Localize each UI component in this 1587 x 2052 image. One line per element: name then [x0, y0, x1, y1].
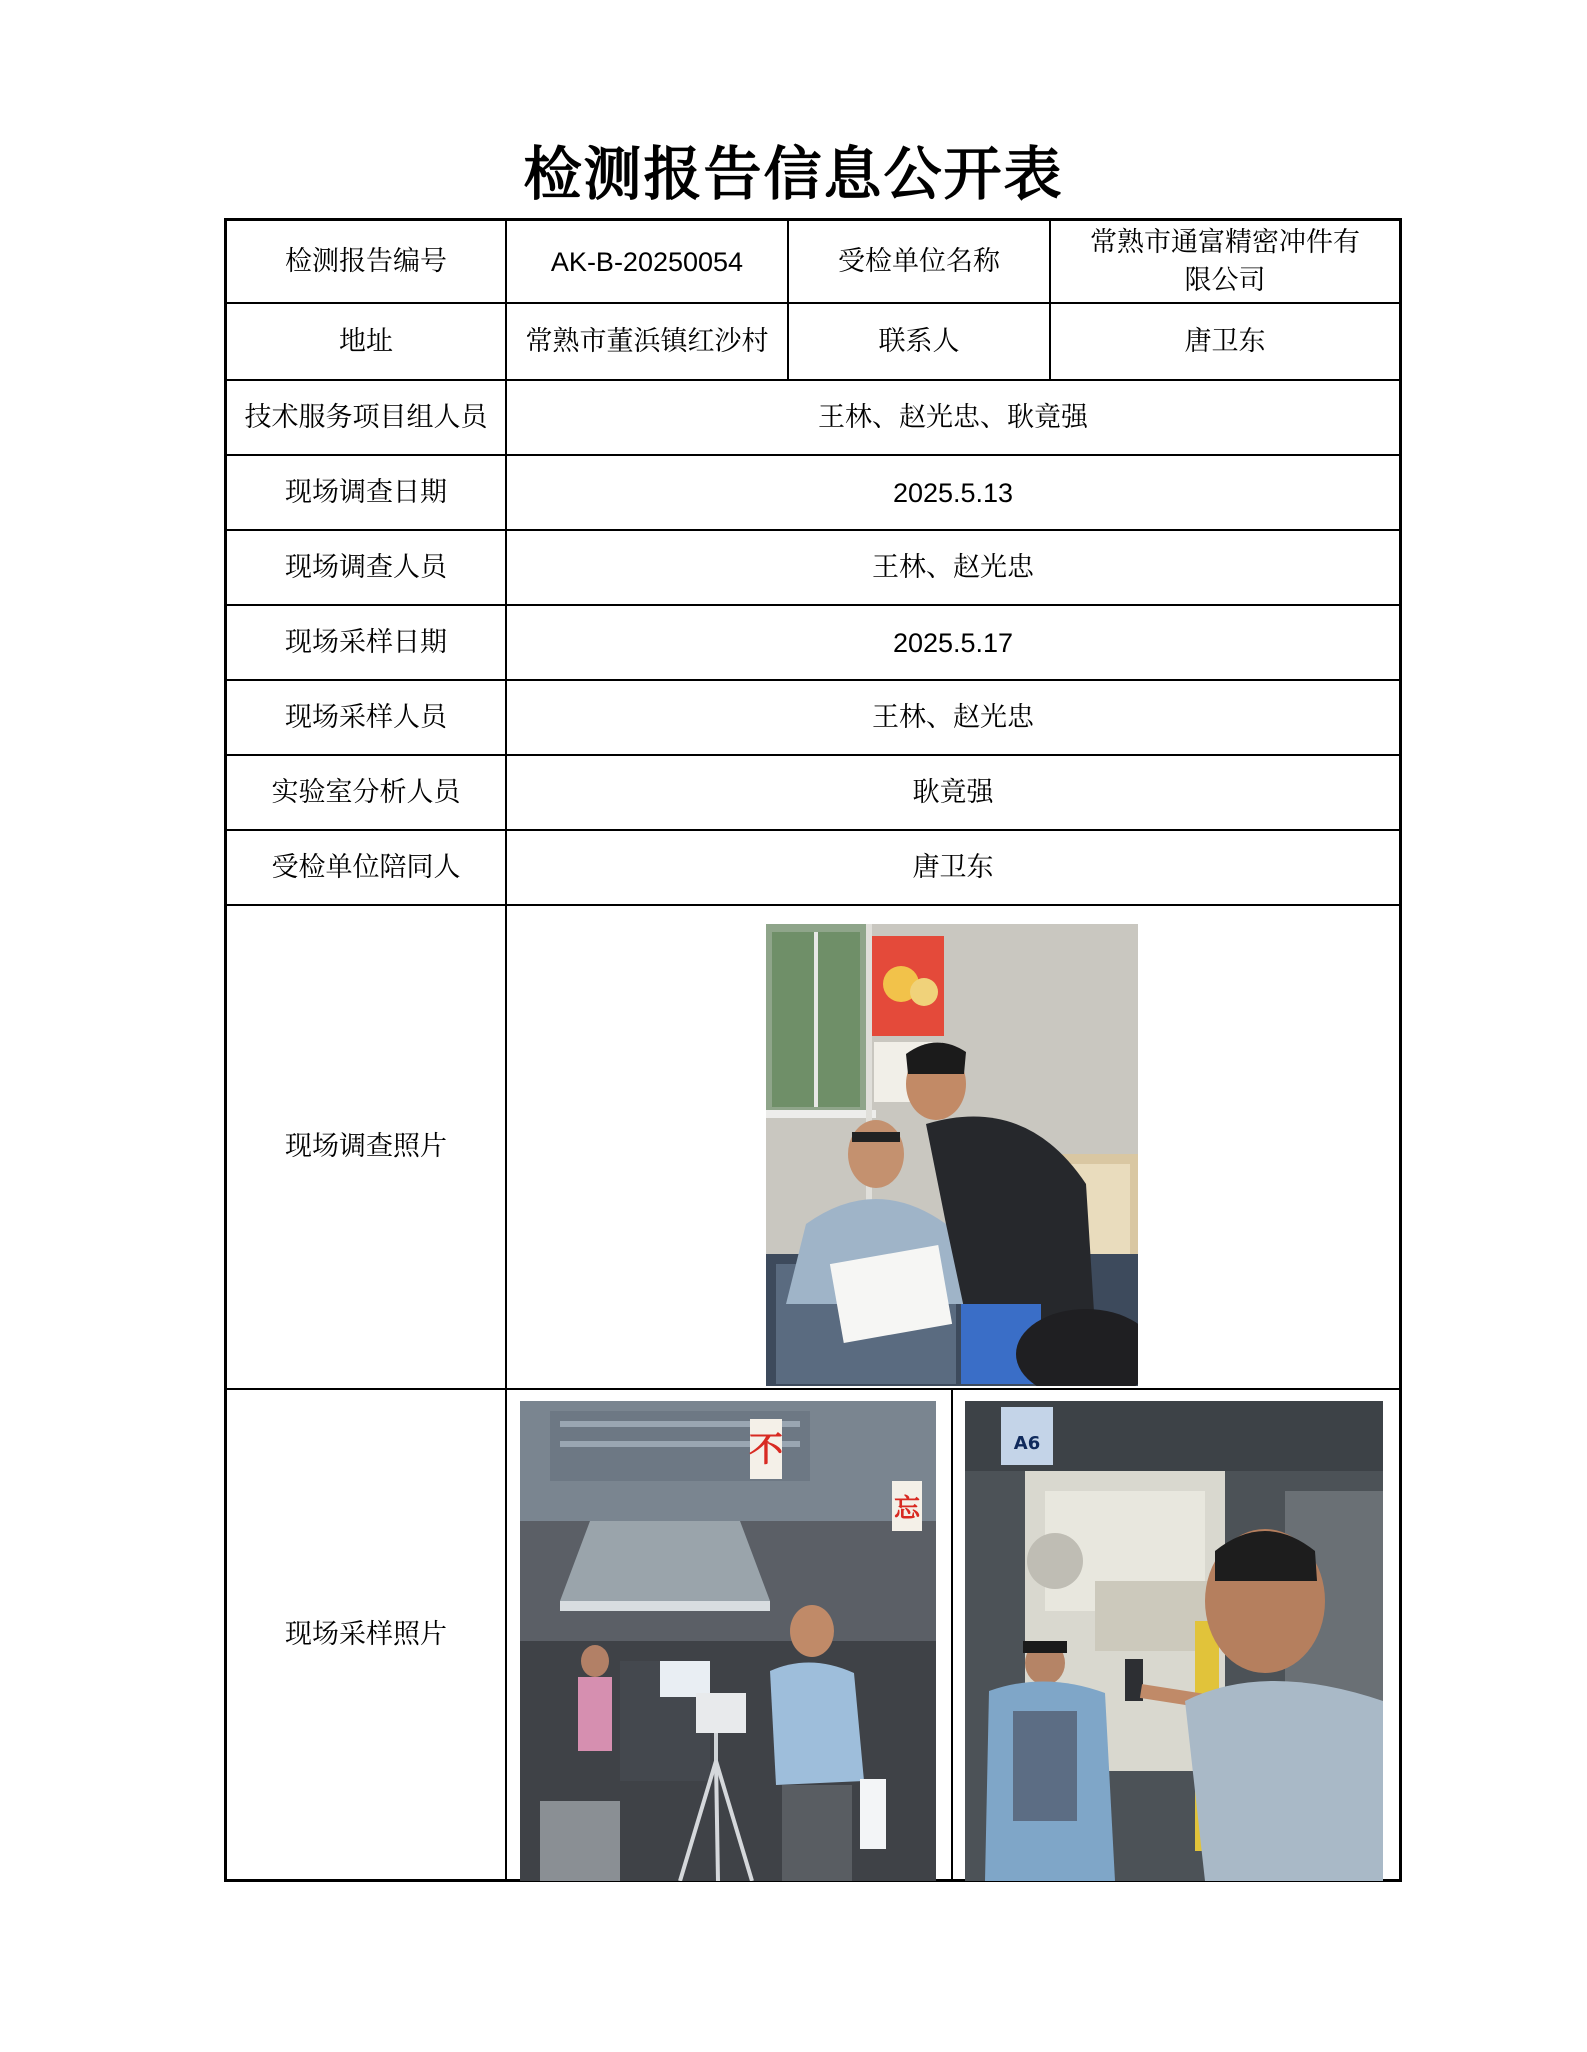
row-value: 王林、赵光忠、耿竟强	[818, 401, 1088, 433]
survey-photo	[766, 924, 1138, 1386]
report-no-value: AK-B-20250054	[550, 246, 744, 277]
row-label: 现场调查人员	[285, 551, 447, 583]
survey-photo-label: 现场调查照片	[285, 1131, 447, 1162]
row-value: 2025.5.17	[892, 627, 1014, 658]
row-label: 技术服务项目组人员	[244, 401, 488, 433]
row-label: 现场采样日期	[285, 626, 447, 658]
unit-name-value: 常熟市通富精密冲件有限公司	[1090, 226, 1360, 296]
row-value: 耿竟强	[912, 776, 994, 808]
row-label: 现场调查日期	[285, 476, 447, 508]
row-value: 2025.5.13	[892, 477, 1014, 508]
page-title: 检测报告信息公开表	[523, 140, 1064, 208]
unit-name-label: 受检单位名称	[838, 245, 1000, 277]
sampling-photo-label: 现场采样照片	[285, 1618, 447, 1650]
row-value: 唐卫东	[912, 851, 994, 883]
row-label: 受检单位陪同人	[271, 851, 461, 883]
address-value: 常熟市董浜镇红沙村	[525, 325, 769, 357]
machine-tag: A6	[1013, 1433, 1041, 1454]
table-rule	[951, 1390, 953, 1882]
sampling-photo-right	[965, 1401, 1383, 1881]
contact-label: 联系人	[878, 325, 960, 357]
sign-text-2: 忘	[893, 1494, 921, 1524]
row-label: 现场采样人员	[285, 701, 447, 733]
row-value: 王林、赵光忠	[872, 701, 1034, 733]
contact-value: 唐卫东	[1184, 325, 1266, 357]
sign-text-1: 不	[749, 1430, 783, 1470]
row-label: 实验室分析人员	[271, 776, 461, 808]
row-value: 王林、赵光忠	[872, 551, 1034, 583]
address-label: 地址	[339, 325, 393, 357]
report-no-label: 检测报告编号	[285, 245, 447, 277]
sampling-photo-left	[520, 1401, 936, 1881]
